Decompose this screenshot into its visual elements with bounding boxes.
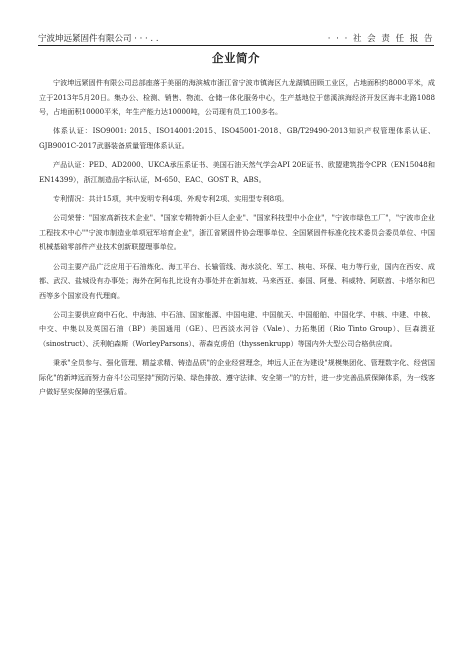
customers-paragraph: 公司主要供应商中石化、中海油、中石油、国家能源、中国电建、中国航天、中国船舶、中国化学、中核、中建、中核、中交、中集以及英国石油（BP）美国通用（GE）、巴西淡水河谷（Vale）、力拓集团（Rio Tinto Group）、巨森澳亚（sinostruct）、沃利帕森斯（WorleyParsons）、蒂森克虏伯（thyssenkrupp）等国内外大型公司合格供应商。: [39, 309, 435, 349]
document-body: [39, 76, 435, 405]
page-header: [38, 33, 434, 46]
header-company: 宁波坤远紧固件有限公司 · · · . .: [38, 34, 159, 44]
intro-paragraph: 宁波坤远紧固件有限公司总部座落于美丽的海滨城市浙江省宁波市镇海区九龙湖镇田顾工业区，占地面积约8000平米，成立于2013年5月20日。集办公、检测、销售、物流、仓储一体化服务中心，生产基地位于慈溪滨海经济开发区海丰北路1088号，占地面积10000平米，年生产能力达10000吨，公司现有员工100多名。: [39, 78, 435, 117]
philosophy-paragraph: 秉承"全员参与、强化管理、精益求精、铸造品质"的企业经营理念，坤远人正在为建设"规模集团化、管理数字化、经营国际化"的新坤远而努力奋斗!公司坚持"预防污染、绿色排放、遵守法律、安全第一"的方针，进一步完善品质保障体系，为一线客户做好坚实保障的坚强后盾。: [39, 358, 435, 397]
applications-paragraph: 公司主要产品广泛应用于石油炼化、海工平台、长输管线、海水淡化、军工、核电、环保、电力等行业，国内在西安、成都、武汉、盐城设有办事处；海外在阿布扎比设有办事处并在新加坡、马来西亚、泰国、阿曼、科威特、阿联酋、卡塔尔和巴西等多个国家设有代理商。: [39, 261, 435, 300]
product-certification-paragraph: 产品认证：PED、AD2000、UKCA承压系证书、美国石油天然气学会API 20E证书、欧盟建筑指令CPR（EN15048和EN14399），浙江制造品字标认证，M-650、EAC、GOST R、ABS。: [39, 160, 435, 184]
patent-paragraph: 专利情况：共计15项，其中发明专利4项、外观专利2项、实用型专利8项。: [53, 193, 289, 203]
honors-paragraph: 公司荣誉："国家高新技术企业"、"国家专精特新小巨人企业"、"国家科技型中小企业"，"宁波市绿色工厂"，"宁波市企业工程技术中心""宁波市制造业单项冠军培育企业"，浙江省紧固件协会理事单位、全国紧固件标准化技术委员会委员单位、中国机械基础零部件产业技术创新联盟理事单位。: [39, 213, 435, 252]
header-report-title: · · · 社 会 责 任 报 告: [327, 34, 434, 44]
system-certification-paragraph: 体系认证：ISO9001: 2015、ISO14001:2015、ISO45001-2018、GB/T29490-2013知识产权管理体系认证、GJB9001C-2017武器装备质量管理体系认证。: [39, 126, 435, 150]
section-title: 企业简介: [212, 51, 260, 65]
